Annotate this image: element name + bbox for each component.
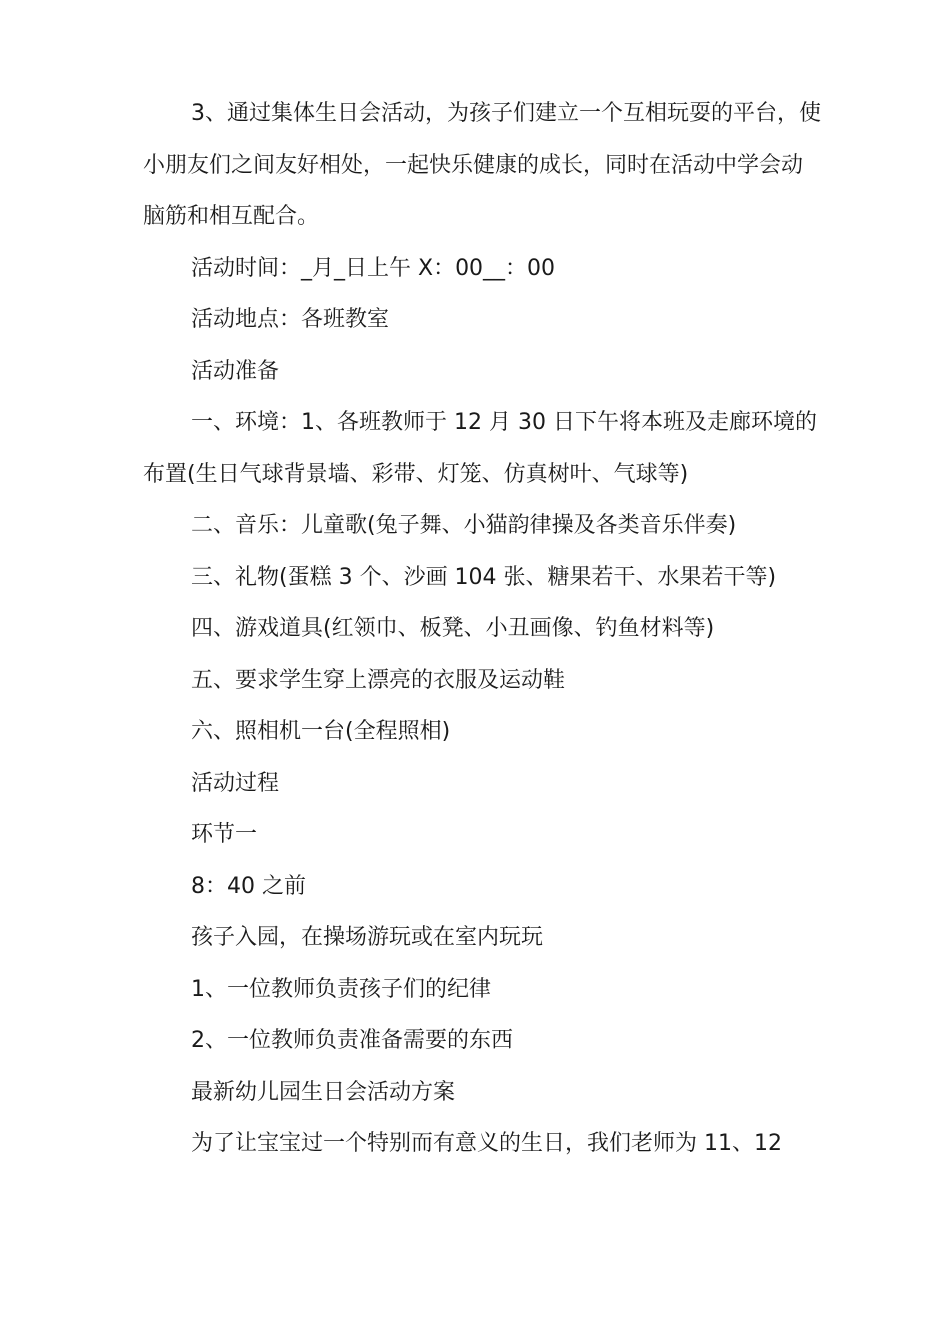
paragraph-teacher-discipline: 1、一位教师负责孩子们的纪律 — [191, 976, 491, 1002]
paragraph-prep-camera: 六、照相机一台(全程照相) — [191, 719, 451, 744]
heading-activity-process: 活动过程 — [191, 770, 280, 796]
paragraph-teacher-materials: 2、一位教师负责准备需要的东西 — [191, 1028, 513, 1053]
paragraph-prep-props: 四、游戏道具(红领巾、板凳、小丑画像、钓鱼材料等) — [191, 616, 715, 641]
paragraph-goal-3: 3、通过集体生日会活动，为孩子们建立一个互相玩耍的平台，使小朋友们之间友好相处，一起快乐健康的成长，同时在活动中学会动脑筋和相互配合。 — [143, 101, 821, 229]
paragraph-activity-location: 活动地点：各班教室 — [191, 307, 390, 332]
paragraph-time-before: 8：40 之前 — [191, 873, 306, 899]
heading-activity-preparation: 活动准备 — [191, 358, 280, 384]
paragraph-prep-environment: 一、环境：1、各班教师于 12 月 30 日下午将本班及走廊环境的布置(生日气球背景墙、彩带、灯笼、仿真树叶、气球等) — [143, 410, 817, 487]
paragraph-arrival: 孩子入园，在操场游玩或在室内玩玩 — [191, 925, 544, 950]
paragraph-intro: 为了让宝宝过一个特别而有意义的生日，我们老师为 11、12 — [191, 1131, 782, 1156]
paragraph-prep-gifts: 三、礼物(蛋糕 3 个、沙画 104 张、糖果若干、水果若干等) — [191, 564, 777, 590]
heading-latest-plan: 最新幼儿园生日会活动方案 — [191, 1079, 456, 1105]
paragraph-activity-time: 活动时间：_月_日上午 X：00__：00 — [191, 255, 556, 281]
document-body — [143, 88, 823, 1170]
heading-stage-one: 环节一 — [191, 822, 258, 847]
paragraph-prep-clothing: 五、要求学生穿上漂亮的衣服及运动鞋 — [191, 667, 566, 693]
paragraph-prep-music: 二、音乐：儿童歌(兔子舞、小猫韵律操及各类音乐伴奏) — [191, 513, 737, 538]
